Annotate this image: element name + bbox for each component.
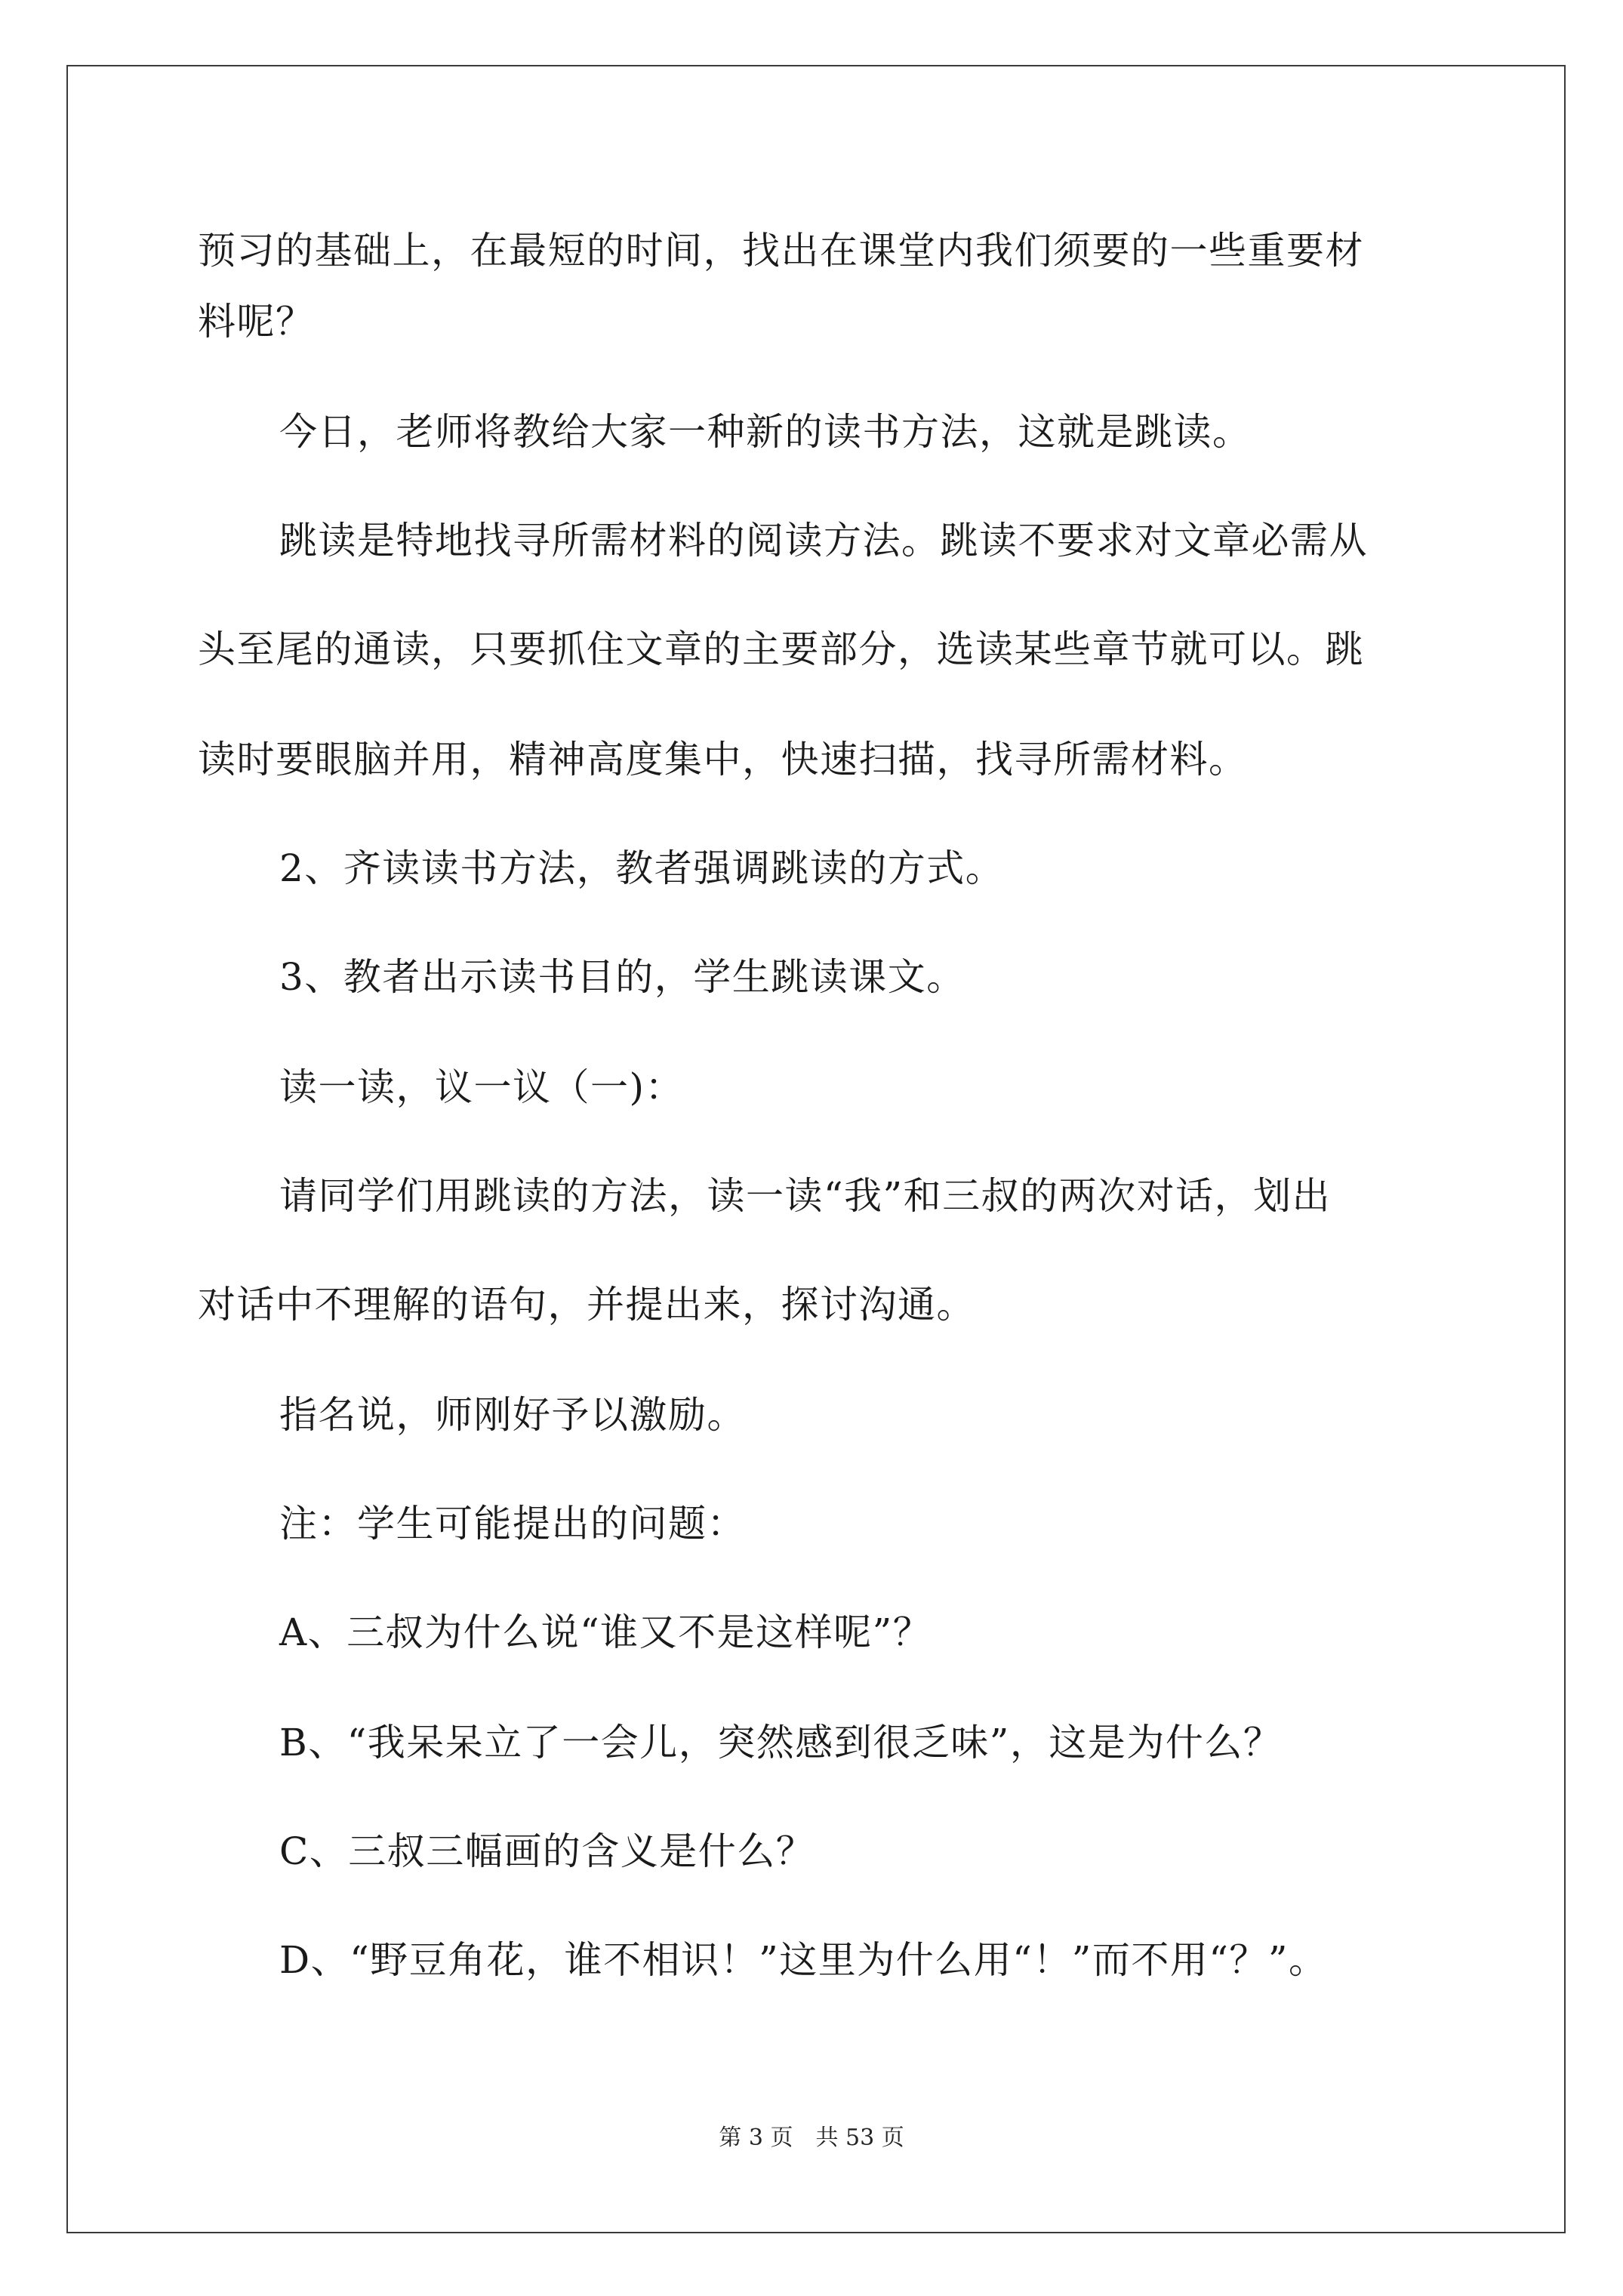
text-line-5: 头至尾的通读，只要抓住文章的主要部分，选读某些章节就可以。跳 xyxy=(198,627,1364,671)
page-border xyxy=(66,65,1566,2233)
text-line-1: 预习的基础上，在最短的时间，找出在课堂内我们须要的一些重要材 xyxy=(198,229,1364,273)
page-number-footer: 第 3 页 共 53 页 xyxy=(719,2125,904,2151)
text-line-6: 读时要眼脑并用，精神高度集中，快速扫描，找寻所需材料。 xyxy=(198,738,1248,781)
paragraph-line-13: 注：学生可能提出的问题： xyxy=(279,1502,746,1546)
text-line-11: 对话中不理解的语句，并提出来，探讨沟通。 xyxy=(198,1283,975,1327)
paragraph-line-12: 指名说，师刚好予以激励。 xyxy=(279,1393,746,1437)
paragraph-line-10: 请同学们用跳读的方法，读一读“我”和三叔的两次对话，划出 xyxy=(279,1174,1332,1218)
paragraph-line-9: 读一读，议一议（一)： xyxy=(279,1065,685,1109)
paragraph-line-15: B、“我呆呆立了一会儿，突然感到很乏味”，这是为什么？ xyxy=(279,1721,1283,1764)
paragraph-line-3: 今日，老师将教给大家一种新的读书方法，这就是跳读。 xyxy=(279,410,1252,454)
paragraph-line-17: D、“野豆角花，谁不相识！”这里为什么用“！”而不用“？”。 xyxy=(279,1938,1328,1982)
text-line-2: 料呢？ xyxy=(198,300,315,344)
paragraph-line-16: C、三叔三幅画的含义是什么？ xyxy=(279,1829,815,1873)
paragraph-line-14: A、三叔为什么说“谁又不是这样呢”？ xyxy=(279,1610,932,1654)
paragraph-line-7: 2、齐读读书方法，教者强调跳读的方式。 xyxy=(279,846,1005,890)
paragraph-line-8: 3、教者出示读书目的，学生跳读课文。 xyxy=(279,955,965,999)
paragraph-line-4: 跳读是特地找寻所需材料的阅读方法。跳读不要求对文章必需从 xyxy=(279,519,1368,562)
